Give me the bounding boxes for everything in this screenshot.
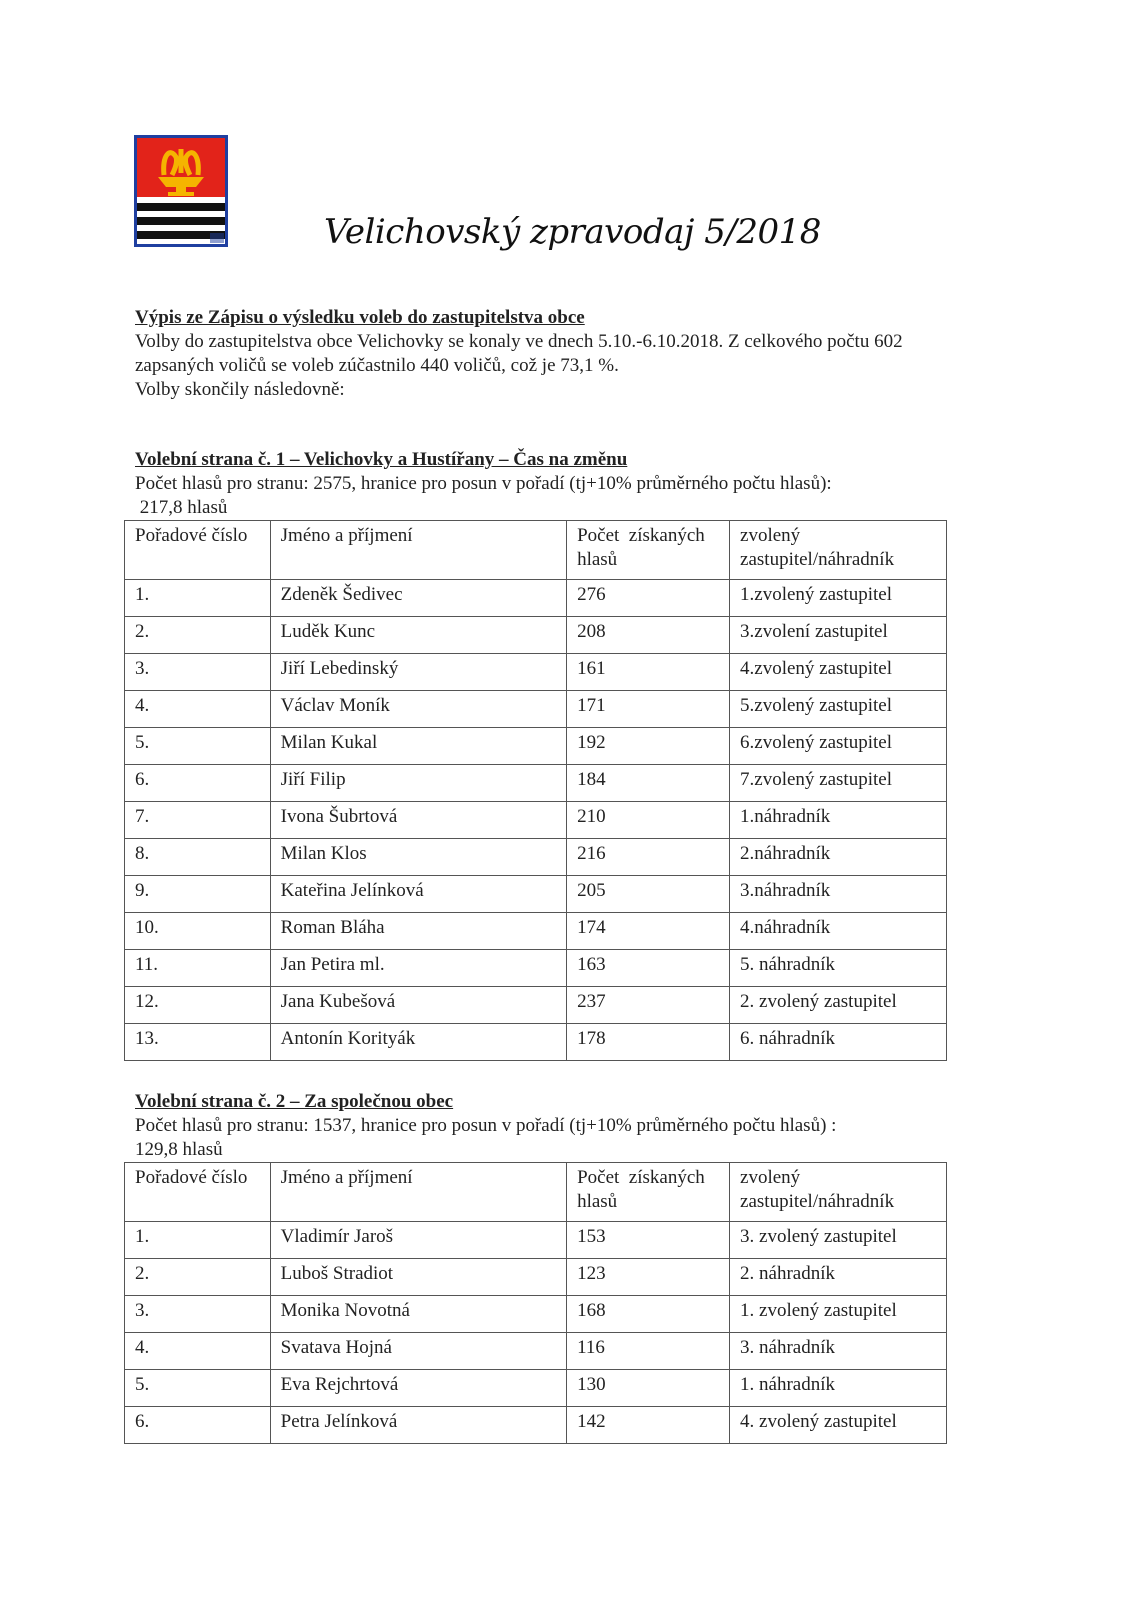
- cell-name: Svatava Hojná: [270, 1333, 566, 1370]
- party2-heading: Volební strana č. 2 – Za společnou obec: [135, 1091, 454, 1112]
- cell-order: 13.: [125, 1024, 271, 1061]
- table-row: [125, 654, 947, 691]
- cell-name: Roman Bláha: [270, 913, 566, 950]
- cell-order: 4.: [125, 1333, 271, 1370]
- table-row: [125, 1333, 947, 1370]
- table-row: [125, 1222, 947, 1259]
- cell-status: 1. náhradník: [730, 1370, 947, 1407]
- cell-name: Vladimír Jaroš: [270, 1222, 566, 1259]
- cell-order: 5.: [125, 1370, 271, 1407]
- table-row: [125, 950, 947, 987]
- table-row: [125, 1024, 947, 1061]
- cell-votes: 174: [567, 913, 730, 950]
- table-row: [125, 1370, 947, 1407]
- intro-line-2: zapsaných voličů se voleb zúčastnilo 440 voličů, což je 73,1 %.: [135, 355, 619, 376]
- cell-status: 3. náhradník: [730, 1333, 947, 1370]
- cell-order: 1.: [125, 1222, 271, 1259]
- newsletter-title: Velichovský zpravodaj 5/2018: [324, 212, 821, 252]
- col-order-header: Pořadové číslo: [125, 521, 271, 580]
- cell-name: Kateřina Jelínková: [270, 876, 566, 913]
- cell-order: 4.: [125, 691, 271, 728]
- table-row: [125, 1259, 947, 1296]
- cell-votes: 171: [567, 691, 730, 728]
- cell-status: 5.zvolený zastupitel: [730, 691, 947, 728]
- table-row: [125, 1296, 947, 1333]
- cell-status: 4.náhradník: [730, 913, 947, 950]
- cell-votes: 153: [567, 1222, 730, 1259]
- party1-line-1: Počet hlasů pro stranu: 2575, hranice pro posun v pořadí (tj+10% průměrného počtu hlasů):: [135, 473, 832, 494]
- cell-name: Luboš Stradiot: [270, 1259, 566, 1296]
- table-row: [125, 580, 947, 617]
- party2-section: [135, 1090, 1015, 1162]
- cell-status: 1.náhradník: [730, 802, 947, 839]
- cell-order: 8.: [125, 839, 271, 876]
- table-row: [125, 876, 947, 913]
- cell-votes: 210: [567, 802, 730, 839]
- cell-votes: 163: [567, 950, 730, 987]
- cell-votes: 184: [567, 765, 730, 802]
- cell-name: Eva Rejchrtová: [270, 1370, 566, 1407]
- cell-order: 6.: [125, 1407, 271, 1444]
- cell-order: 12.: [125, 987, 271, 1024]
- cell-order: 7.: [125, 802, 271, 839]
- intro-heading: Výpis ze Zápisu o výsledku voleb do zastupitelstva obce: [135, 307, 585, 328]
- cell-status: 3. zvolený zastupitel: [730, 1222, 947, 1259]
- cell-status: 4.zvolený zastupitel: [730, 654, 947, 691]
- cell-votes: 192: [567, 728, 730, 765]
- cell-votes: 130: [567, 1370, 730, 1407]
- table-row: [125, 913, 947, 950]
- table-header-row: [125, 521, 947, 580]
- intro-line-1: Volby do zastupitelstva obce Velichovky se konaly ve dnech 5.10.-6.10.2018. Z celkového počtu 602: [135, 331, 903, 352]
- cell-status: 3.zvolení zastupitel: [730, 617, 947, 654]
- party1-line-2: 217,8 hlasů: [135, 497, 228, 518]
- cell-order: 10.: [125, 913, 271, 950]
- cell-status: 6. náhradník: [730, 1024, 947, 1061]
- intro-line-3: Volby skončily následovně:: [135, 379, 345, 400]
- table-row: [125, 728, 947, 765]
- table-row: [125, 839, 947, 876]
- cell-status: 3.náhradník: [730, 876, 947, 913]
- cell-name: Antonín Korityák: [270, 1024, 566, 1061]
- table-row: [125, 617, 947, 654]
- cell-votes: 208: [567, 617, 730, 654]
- cell-votes: 276: [567, 580, 730, 617]
- cell-votes: 178: [567, 1024, 730, 1061]
- cell-name: Jan Petira ml.: [270, 950, 566, 987]
- col-order-header: Pořadové číslo: [125, 1163, 271, 1222]
- col-name-header: Jméno a příjmení: [270, 1163, 566, 1222]
- table-header-row: [125, 1163, 947, 1222]
- cell-name: Milan Klos: [270, 839, 566, 876]
- col-status-header: zvolený zastupitel/náhradník: [730, 1163, 947, 1222]
- cell-name: Jiří Filip: [270, 765, 566, 802]
- cell-name: Petra Jelínková: [270, 1407, 566, 1444]
- cell-order: 11.: [125, 950, 271, 987]
- cell-votes: 205: [567, 876, 730, 913]
- cell-name: Monika Novotná: [270, 1296, 566, 1333]
- cell-votes: 116: [567, 1333, 730, 1370]
- col-votes-header: Počet získaných hlasů: [567, 521, 730, 580]
- cell-status: 2. zvolený zastupitel: [730, 987, 947, 1024]
- cell-votes: 216: [567, 839, 730, 876]
- cell-order: 9.: [125, 876, 271, 913]
- cell-status: 7.zvolený zastupitel: [730, 765, 947, 802]
- col-status-header: zvolený zastupitel/náhradník: [730, 521, 947, 580]
- cell-votes: 168: [567, 1296, 730, 1333]
- intro-section: [135, 306, 1015, 402]
- cell-order: 2.: [125, 1259, 271, 1296]
- cell-votes: 123: [567, 1259, 730, 1296]
- cell-order: 6.: [125, 765, 271, 802]
- cell-name: Milan Kukal: [270, 728, 566, 765]
- table-row: [125, 802, 947, 839]
- cell-name: Luděk Kunc: [270, 617, 566, 654]
- cell-name: Jiří Lebedinský: [270, 654, 566, 691]
- cell-order: 3.: [125, 1296, 271, 1333]
- cell-order: 1.: [125, 580, 271, 617]
- cell-votes: 161: [567, 654, 730, 691]
- cell-order: 5.: [125, 728, 271, 765]
- cell-name: Václav Moník: [270, 691, 566, 728]
- party2-line-2: 129,8 hlasů: [135, 1139, 223, 1160]
- cell-name: Ivona Šubrtová: [270, 802, 566, 839]
- cell-status: 6.zvolený zastupitel: [730, 728, 947, 765]
- cell-status: 2.náhradník: [730, 839, 947, 876]
- cell-name: Jana Kubešová: [270, 987, 566, 1024]
- party1-section: [135, 448, 1015, 520]
- col-name-header: Jméno a příjmení: [270, 521, 566, 580]
- party1-results-table: [124, 520, 947, 1061]
- cell-votes: 142: [567, 1407, 730, 1444]
- table-row: [125, 987, 947, 1024]
- cell-status: 1. zvolený zastupitel: [730, 1296, 947, 1333]
- party2-line-1: Počet hlasů pro stranu: 1537, hranice pro posun v pořadí (tj+10% průměrného počtu hlasů) :: [135, 1115, 837, 1136]
- cell-name: Zdeněk Šedivec: [270, 580, 566, 617]
- cell-status: 5. náhradník: [730, 950, 947, 987]
- col-votes-header: Počet získaných hlasů: [567, 1163, 730, 1222]
- cell-order: 2.: [125, 617, 271, 654]
- table-row: [125, 1407, 947, 1444]
- municipal-crest-icon: [134, 135, 228, 247]
- cell-votes: 237: [567, 987, 730, 1024]
- cell-status: 1.zvolený zastupitel: [730, 580, 947, 617]
- table-row: [125, 765, 947, 802]
- cell-status: 2. náhradník: [730, 1259, 947, 1296]
- party1-heading: Volební strana č. 1 – Velichovky a Hustířany – Čas na změnu: [135, 449, 628, 470]
- cell-order: 3.: [125, 654, 271, 691]
- table-row: [125, 691, 947, 728]
- cell-status: 4. zvolený zastupitel: [730, 1407, 947, 1444]
- party2-results-table: [124, 1162, 947, 1444]
